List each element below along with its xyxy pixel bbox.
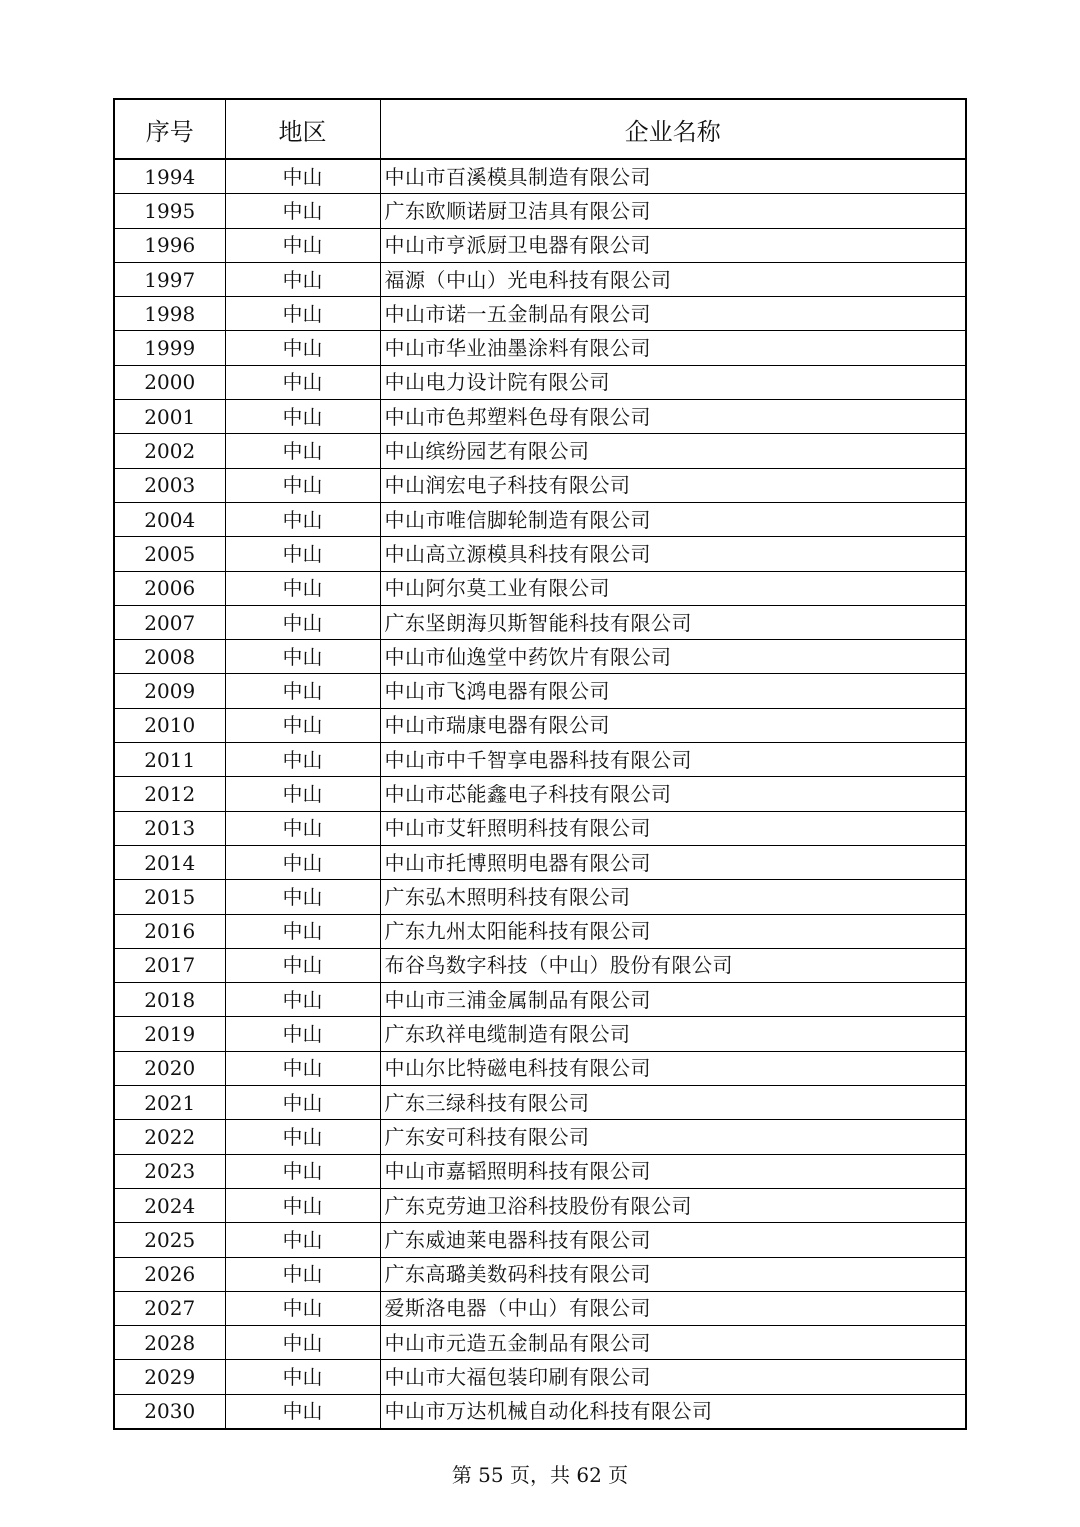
table-row <box>114 777 966 811</box>
enterprise-name-cell: 广东九州太阳能科技有限公司 <box>380 914 966 948</box>
region-cell: 中山 <box>225 400 380 434</box>
enterprise-name-cell: 中山市芯能鑫电子科技有限公司 <box>380 777 966 811</box>
region-cell: 中山 <box>225 1086 380 1120</box>
table-row <box>114 159 966 194</box>
enterprise-name-cell: 广东高璐美数码科技有限公司 <box>380 1257 966 1291</box>
table-row <box>114 434 966 468</box>
enterprise-name-cell: 中山市艾轩照明科技有限公司 <box>380 811 966 845</box>
region-cell: 中山 <box>225 228 380 262</box>
serial-number-cell: 2020 <box>114 1051 225 1085</box>
serial-number-cell: 2023 <box>114 1154 225 1188</box>
enterprise-name-cell: 中山高立源模具科技有限公司 <box>380 537 966 571</box>
table-row <box>114 1188 966 1222</box>
table-row <box>114 1086 966 1120</box>
region-cell: 中山 <box>225 811 380 845</box>
serial-number-cell: 2030 <box>114 1394 225 1429</box>
region-cell: 中山 <box>225 640 380 674</box>
region-cell: 中山 <box>225 502 380 536</box>
serial-number-cell: 2025 <box>114 1223 225 1257</box>
region-cell: 中山 <box>225 1051 380 1085</box>
enterprise-name-cell: 中山市仙逸堂中药饮片有限公司 <box>380 640 966 674</box>
region-cell: 中山 <box>225 1257 380 1291</box>
enterprise-name-cell: 爱斯洛电器（中山）有限公司 <box>380 1291 966 1325</box>
region-cell: 中山 <box>225 159 380 194</box>
table-row <box>114 983 966 1017</box>
serial-number-cell: 2016 <box>114 914 225 948</box>
enterprise-name-cell: 广东克劳迪卫浴科技股份有限公司 <box>380 1188 966 1222</box>
region-cell: 中山 <box>225 948 380 982</box>
table-row <box>114 365 966 399</box>
region-cell: 中山 <box>225 1154 380 1188</box>
region-cell: 中山 <box>225 983 380 1017</box>
serial-number-cell: 1998 <box>114 297 225 331</box>
page-number-footer: 第 55 页，共 62 页 <box>451 1463 629 1487</box>
enterprise-name-cell: 中山市托博照明电器有限公司 <box>380 845 966 879</box>
table-row <box>114 1017 966 1051</box>
header-enterprise-name: 企业名称 <box>380 99 966 159</box>
serial-number-cell: 2014 <box>114 845 225 879</box>
enterprise-name-cell: 中山市中千智享电器科技有限公司 <box>380 743 966 777</box>
serial-number-cell: 2010 <box>114 708 225 742</box>
table-row <box>114 743 966 777</box>
serial-number-cell: 2011 <box>114 743 225 777</box>
region-cell: 中山 <box>225 194 380 228</box>
serial-number-cell: 2019 <box>114 1017 225 1051</box>
enterprise-name-cell: 广东坚朗海贝斯智能科技有限公司 <box>380 605 966 639</box>
enterprise-name-cell: 中山市色邦塑料色母有限公司 <box>380 400 966 434</box>
serial-number-cell: 1997 <box>114 262 225 296</box>
table-header-row <box>114 99 966 159</box>
table-row <box>114 880 966 914</box>
table-row <box>114 571 966 605</box>
enterprise-name-cell: 布谷鸟数字科技（中山）股份有限公司 <box>380 948 966 982</box>
serial-number-cell: 1996 <box>114 228 225 262</box>
enterprise-name-cell: 中山市百溪模具制造有限公司 <box>380 159 966 194</box>
enterprise-name-cell: 中山市唯信脚轮制造有限公司 <box>380 502 966 536</box>
serial-number-cell: 2018 <box>114 983 225 1017</box>
serial-number-cell: 2009 <box>114 674 225 708</box>
enterprise-name-cell: 中山市三浦金属制品有限公司 <box>380 983 966 1017</box>
enterprise-name-cell: 中山缤纷园艺有限公司 <box>380 434 966 468</box>
serial-number-cell: 1994 <box>114 159 225 194</box>
table-row <box>114 708 966 742</box>
table-row <box>114 400 966 434</box>
enterprise-name-cell: 中山市华业油墨涂料有限公司 <box>380 331 966 365</box>
table-row <box>114 1120 966 1154</box>
region-cell: 中山 <box>225 674 380 708</box>
enterprise-name-cell: 中山市诺一五金制品有限公司 <box>380 297 966 331</box>
region-cell: 中山 <box>225 1017 380 1051</box>
region-cell: 中山 <box>225 468 380 502</box>
region-cell: 中山 <box>225 605 380 639</box>
table-header <box>114 99 966 159</box>
table-body <box>114 159 966 1429</box>
table-row <box>114 537 966 571</box>
serial-number-cell: 2004 <box>114 502 225 536</box>
serial-number-cell: 2006 <box>114 571 225 605</box>
enterprise-name-cell: 广东弘木照明科技有限公司 <box>380 880 966 914</box>
table-row <box>114 228 966 262</box>
table-row <box>114 605 966 639</box>
serial-number-cell: 2001 <box>114 400 225 434</box>
enterprise-name-cell: 广东威迪莱电器科技有限公司 <box>380 1223 966 1257</box>
region-cell: 中山 <box>225 1223 380 1257</box>
enterprise-list-table <box>113 98 967 1430</box>
region-cell: 中山 <box>225 880 380 914</box>
serial-number-cell: 2002 <box>114 434 225 468</box>
table-row <box>114 262 966 296</box>
region-cell: 中山 <box>225 434 380 468</box>
header-serial-number: 序号 <box>114 99 225 159</box>
region-cell: 中山 <box>225 1394 380 1429</box>
enterprise-name-cell: 中山市万达机械自动化科技有限公司 <box>380 1394 966 1429</box>
region-cell: 中山 <box>225 1120 380 1154</box>
enterprise-name-cell: 广东玖祥电缆制造有限公司 <box>380 1017 966 1051</box>
table-row <box>114 1257 966 1291</box>
serial-number-cell: 1995 <box>114 194 225 228</box>
serial-number-cell: 2013 <box>114 811 225 845</box>
serial-number-cell: 2007 <box>114 605 225 639</box>
region-cell: 中山 <box>225 297 380 331</box>
enterprise-name-cell: 中山润宏电子科技有限公司 <box>380 468 966 502</box>
enterprise-name-cell: 中山市大福包装印刷有限公司 <box>380 1360 966 1394</box>
table-row <box>114 914 966 948</box>
region-cell: 中山 <box>225 365 380 399</box>
enterprise-name-cell: 中山市元造五金制品有限公司 <box>380 1326 966 1360</box>
enterprise-name-cell: 中山电力设计院有限公司 <box>380 365 966 399</box>
enterprise-name-cell: 中山市飞鸿电器有限公司 <box>380 674 966 708</box>
serial-number-cell: 2015 <box>114 880 225 914</box>
table-row <box>114 468 966 502</box>
region-cell: 中山 <box>225 1188 380 1222</box>
region-cell: 中山 <box>225 914 380 948</box>
enterprise-name-cell: 广东安可科技有限公司 <box>380 1120 966 1154</box>
table-row <box>114 640 966 674</box>
region-cell: 中山 <box>225 1360 380 1394</box>
region-cell: 中山 <box>225 537 380 571</box>
table-row <box>114 331 966 365</box>
table-row <box>114 1394 966 1429</box>
table-row <box>114 811 966 845</box>
serial-number-cell: 2005 <box>114 537 225 571</box>
region-cell: 中山 <box>225 1291 380 1325</box>
enterprise-name-cell: 广东欧顺诺厨卫洁具有限公司 <box>380 194 966 228</box>
region-cell: 中山 <box>225 845 380 879</box>
enterprise-name-cell: 广东三绿科技有限公司 <box>380 1086 966 1120</box>
region-cell: 中山 <box>225 571 380 605</box>
table-row <box>114 948 966 982</box>
serial-number-cell: 2003 <box>114 468 225 502</box>
region-cell: 中山 <box>225 708 380 742</box>
header-region: 地区 <box>225 99 380 159</box>
serial-number-cell: 2012 <box>114 777 225 811</box>
enterprise-name-cell: 福源（中山）光电科技有限公司 <box>380 262 966 296</box>
region-cell: 中山 <box>225 262 380 296</box>
serial-number-cell: 2028 <box>114 1326 225 1360</box>
serial-number-cell: 2024 <box>114 1188 225 1222</box>
enterprise-name-cell: 中山市亨派厨卫电器有限公司 <box>380 228 966 262</box>
table-row <box>114 297 966 331</box>
region-cell: 中山 <box>225 331 380 365</box>
enterprise-name-cell: 中山市瑞康电器有限公司 <box>380 708 966 742</box>
table-row <box>114 845 966 879</box>
serial-number-cell: 2008 <box>114 640 225 674</box>
serial-number-cell: 2021 <box>114 1086 225 1120</box>
enterprise-name-cell: 中山尔比特磁电科技有限公司 <box>380 1051 966 1085</box>
table-row <box>114 674 966 708</box>
table-row <box>114 1051 966 1085</box>
table-row <box>114 502 966 536</box>
table-row <box>114 194 966 228</box>
table-row <box>114 1154 966 1188</box>
region-cell: 中山 <box>225 777 380 811</box>
enterprise-name-cell: 中山市嘉韬照明科技有限公司 <box>380 1154 966 1188</box>
serial-number-cell: 2029 <box>114 1360 225 1394</box>
region-cell: 中山 <box>225 1326 380 1360</box>
serial-number-cell: 2026 <box>114 1257 225 1291</box>
serial-number-cell: 2022 <box>114 1120 225 1154</box>
enterprise-name-cell: 中山阿尔莫工业有限公司 <box>380 571 966 605</box>
serial-number-cell: 1999 <box>114 331 225 365</box>
serial-number-cell: 2000 <box>114 365 225 399</box>
serial-number-cell: 2027 <box>114 1291 225 1325</box>
serial-number-cell: 2017 <box>114 948 225 982</box>
table-row <box>114 1223 966 1257</box>
region-cell: 中山 <box>225 743 380 777</box>
table-row <box>114 1291 966 1325</box>
table-row <box>114 1326 966 1360</box>
table-row <box>114 1360 966 1394</box>
